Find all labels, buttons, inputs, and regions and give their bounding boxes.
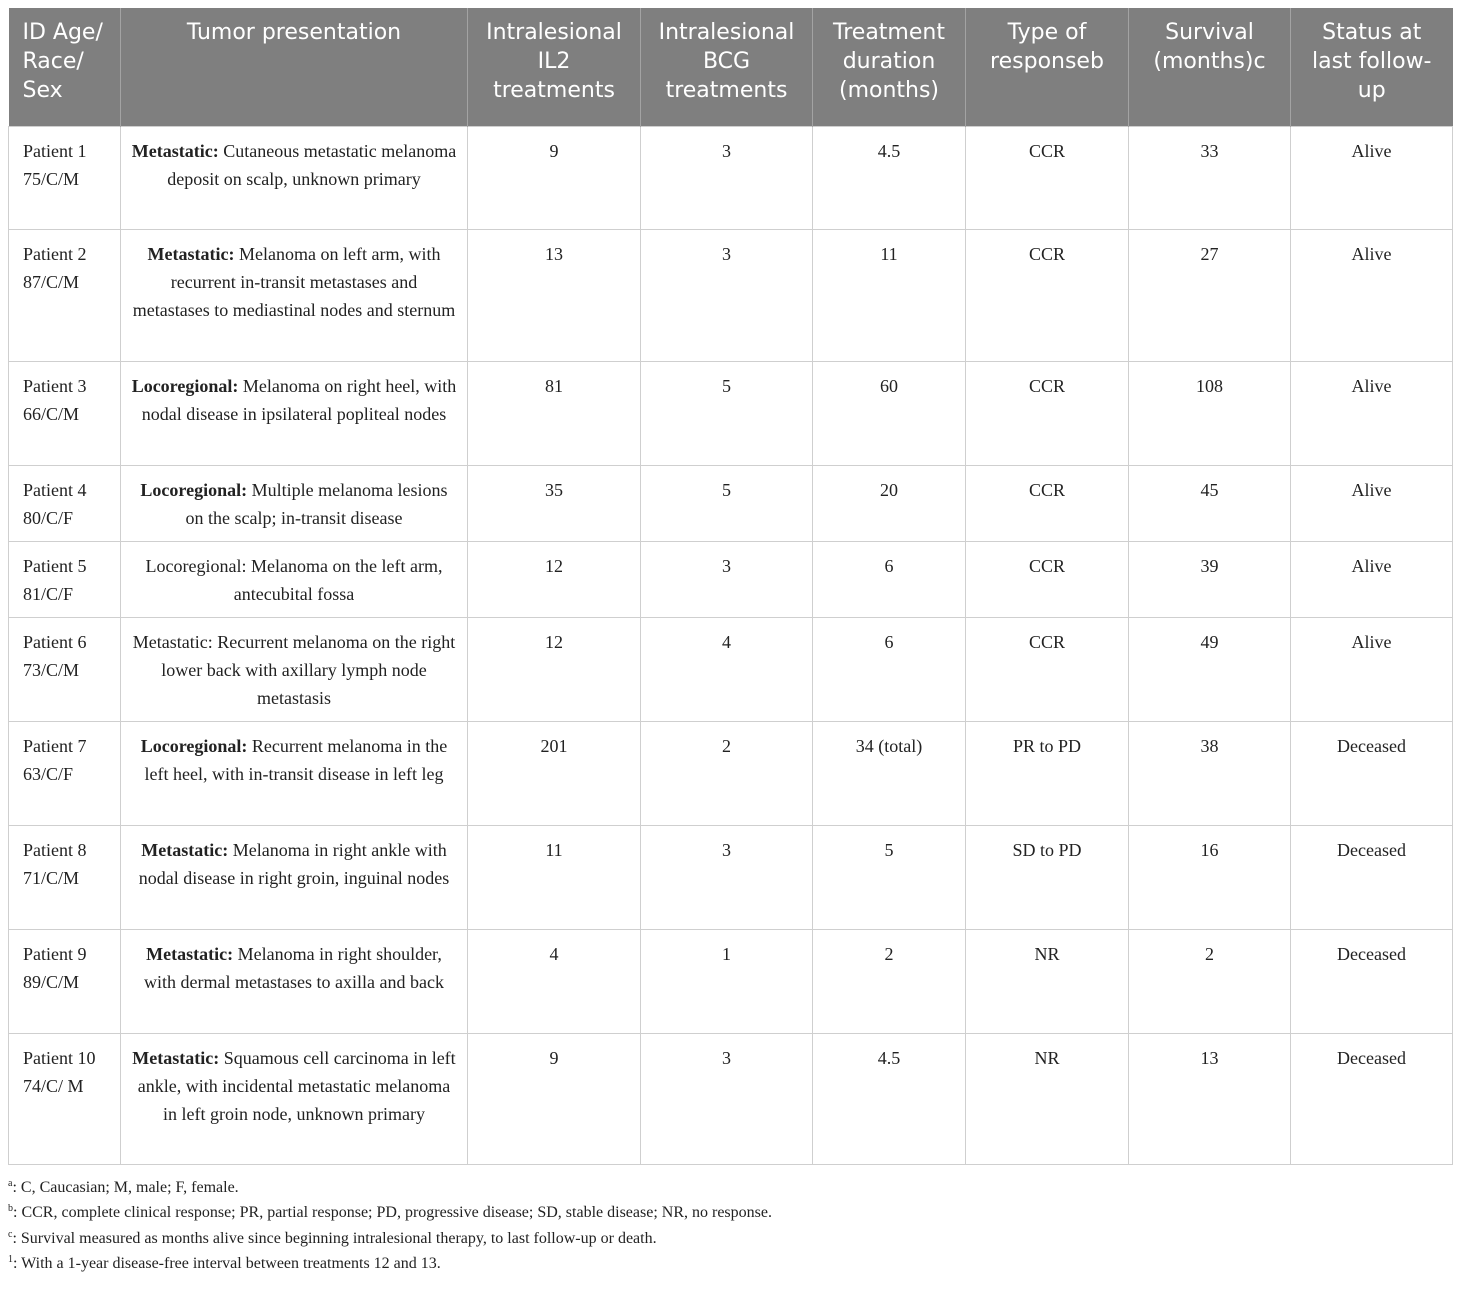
table-row [9,617,1453,721]
cell-duration: 2 [813,929,966,1033]
footnote [8,1175,1452,1201]
presentation-detail: Melanoma on the left arm, antecubital fossa [233,555,443,604]
cell-bcg: 3 [641,1033,813,1164]
cell-bcg: 5 [641,361,813,465]
presentation-type: Locoregional: [140,479,248,500]
header-tumor-presentation: Tumor presentation [121,8,468,126]
cell-status: Alive [1291,126,1453,229]
cell-tumor-presentation [121,126,468,229]
cell-il2: 12 [468,617,641,721]
cell-tumor-presentation [121,929,468,1033]
cell-bcg: 3 [641,825,813,929]
cell-id: Patient 5 81/C/F [9,541,121,617]
cell-survival: 38 [1129,721,1291,825]
cell-il2: 13 [468,229,641,361]
cell-status: Alive [1291,617,1453,721]
patient-table [8,8,1453,1165]
cell-duration: 5 [813,825,966,929]
cell-il2: 9 [468,126,641,229]
footnote-text: : CCR, complete clinical response; PR, partial response; PD, progressive disease; SD, stable disease; NR, no response. [13,1204,772,1221]
presentation-type: Metastatic: [132,631,213,652]
cell-duration: 6 [813,541,966,617]
cell-response: SD to PD [966,825,1129,929]
table-container [8,8,1452,1277]
presentation-detail: Melanoma in right shoulder, with dermal metastases to axilla and back [144,943,444,992]
cell-status: Deceased [1291,721,1453,825]
footnote-mark: c [8,1228,13,1240]
cell-id: Patient 7 63/C/F [9,721,121,825]
footnote-text: : With a 1-year disease-free interval between treatments 12 and 13. [13,1255,441,1272]
cell-tumor-presentation [121,361,468,465]
table-row [9,229,1453,361]
table-row [9,929,1453,1033]
cell-status: Alive [1291,465,1453,541]
presentation-detail: Recurrent melanoma in the left heel, with in-transit disease in left leg [144,735,448,784]
cell-survival: 45 [1129,465,1291,541]
cell-status: Deceased [1291,825,1453,929]
table-row [9,825,1453,929]
presentation-detail: Melanoma on left arm, with recurrent in-transit metastases and metastases to mediastinal nodes and sternum [132,243,456,320]
footnote-text: : Survival measured as months alive since beginning intralesional therapy, to last follow-up or death. [12,1229,657,1247]
cell-status: Alive [1291,541,1453,617]
cell-il2: 35 [468,465,641,541]
cell-survival: 49 [1129,617,1291,721]
presentation-type: Metastatic: [131,140,219,161]
cell-response: CCR [966,541,1129,617]
presentation-detail: Cutaneous metastatic melanoma deposit on scalp, unknown primary [167,140,457,189]
header-id: ID Age/ Race/ Sex [9,8,121,126]
cell-response: CCR [966,229,1129,361]
presentation-type: Locoregional: [145,555,247,576]
cell-bcg: 5 [641,465,813,541]
presentation-detail: Recurrent melanoma on the right lower back with axillary lymph node metastasis [161,631,456,708]
cell-id: Patient 1 75/C/M [9,126,121,229]
cell-id: Patient 9 89/C/M [9,929,121,1033]
cell-survival: 39 [1129,541,1291,617]
table-row [9,721,1453,825]
cell-response: CCR [966,126,1129,229]
header-bcg: Intralesional BCG treatments [641,8,813,126]
cell-response: CCR [966,617,1129,721]
cell-status: Alive [1291,361,1453,465]
cell-bcg: 3 [641,229,813,361]
cell-duration: 4.5 [813,1033,966,1164]
cell-status: Alive [1291,229,1453,361]
cell-id: Patient 6 73/C/M [9,617,121,721]
cell-survival: 16 [1129,825,1291,929]
footnote-mark: b [8,1203,13,1214]
cell-tumor-presentation [121,1033,468,1164]
cell-tumor-presentation [121,721,468,825]
cell-survival: 13 [1129,1033,1291,1164]
presentation-detail: Melanoma in right ankle with nodal disease in right groin, inguinal nodes [138,839,450,888]
cell-tumor-presentation [121,465,468,541]
presentation-type: Metastatic: [132,1047,220,1068]
cell-response: NR [966,1033,1129,1164]
cell-response: CCR [966,361,1129,465]
cell-il2: 81 [468,361,641,465]
footnote [8,1200,1452,1226]
header-row [9,8,1453,126]
cell-status: Deceased [1291,1033,1453,1164]
cell-id: Patient 3 66/C/M [9,361,121,465]
cell-bcg: 3 [641,541,813,617]
cell-tumor-presentation [121,825,468,929]
cell-duration: 60 [813,361,966,465]
cell-duration: 20 [813,465,966,541]
cell-tumor-presentation [121,229,468,361]
footnote [8,1251,1452,1277]
header-status: Status at last follow-up [1291,8,1453,126]
table-body [9,126,1453,1164]
cell-il2: 11 [468,825,641,929]
presentation-detail: Squamous cell carcinoma in left ankle, with incidental metastatic melanoma in left groin node, unknown primary [137,1047,456,1124]
presentation-type: Locoregional: [140,735,248,756]
table-row [9,126,1453,229]
cell-tumor-presentation [121,541,468,617]
cell-duration: 6 [813,617,966,721]
table-row [9,465,1453,541]
cell-id: Patient 10 74/C/ M [9,1033,121,1164]
cell-survival: 27 [1129,229,1291,361]
cell-duration: 11 [813,229,966,361]
cell-duration: 34 (total) [813,721,966,825]
cell-il2: 4 [468,929,641,1033]
cell-bcg: 4 [641,617,813,721]
presentation-detail: Multiple melanoma lesions on the scalp; in-transit disease [185,479,448,528]
header-response: Type of responseb [966,8,1129,126]
header-il2: Intralesional IL2 treatments [468,8,641,126]
cell-id: Patient 8 71/C/M [9,825,121,929]
cell-il2: 12 [468,541,641,617]
cell-survival: 2 [1129,929,1291,1033]
presentation-detail: Melanoma on right heel, with nodal disease in ipsilateral popliteal nodes [141,375,457,424]
cell-tumor-presentation [121,617,468,721]
footnote [8,1226,1452,1252]
footnote-text: : C, Caucasian; M, male; F, female. [12,1178,239,1196]
cell-il2: 9 [468,1033,641,1164]
cell-il2: 201 [468,721,641,825]
cell-bcg: 2 [641,721,813,825]
presentation-type: Locoregional: [131,375,239,396]
cell-id: Patient 4 80/C/F [9,465,121,541]
presentation-type: Metastatic: [141,839,229,860]
header-survival: Survival (months)c [1129,8,1291,126]
cell-response: NR [966,929,1129,1033]
cell-bcg: 1 [641,929,813,1033]
cell-bcg: 3 [641,126,813,229]
cell-duration: 4.5 [813,126,966,229]
cell-id: Patient 2 87/C/M [9,229,121,361]
header-duration: Treatment duration (months) [813,8,966,126]
table-row [9,541,1453,617]
presentation-type: Metastatic: [146,943,234,964]
footnotes [8,1175,1452,1277]
table-row [9,361,1453,465]
table-row [9,1033,1453,1164]
footnote-mark: a [8,1177,13,1189]
cell-status: Deceased [1291,929,1453,1033]
cell-response: CCR [966,465,1129,541]
cell-survival: 108 [1129,361,1291,465]
cell-survival: 33 [1129,126,1291,229]
presentation-type: Metastatic: [147,243,235,264]
footnote-mark: 1 [8,1254,13,1265]
cell-response: PR to PD [966,721,1129,825]
